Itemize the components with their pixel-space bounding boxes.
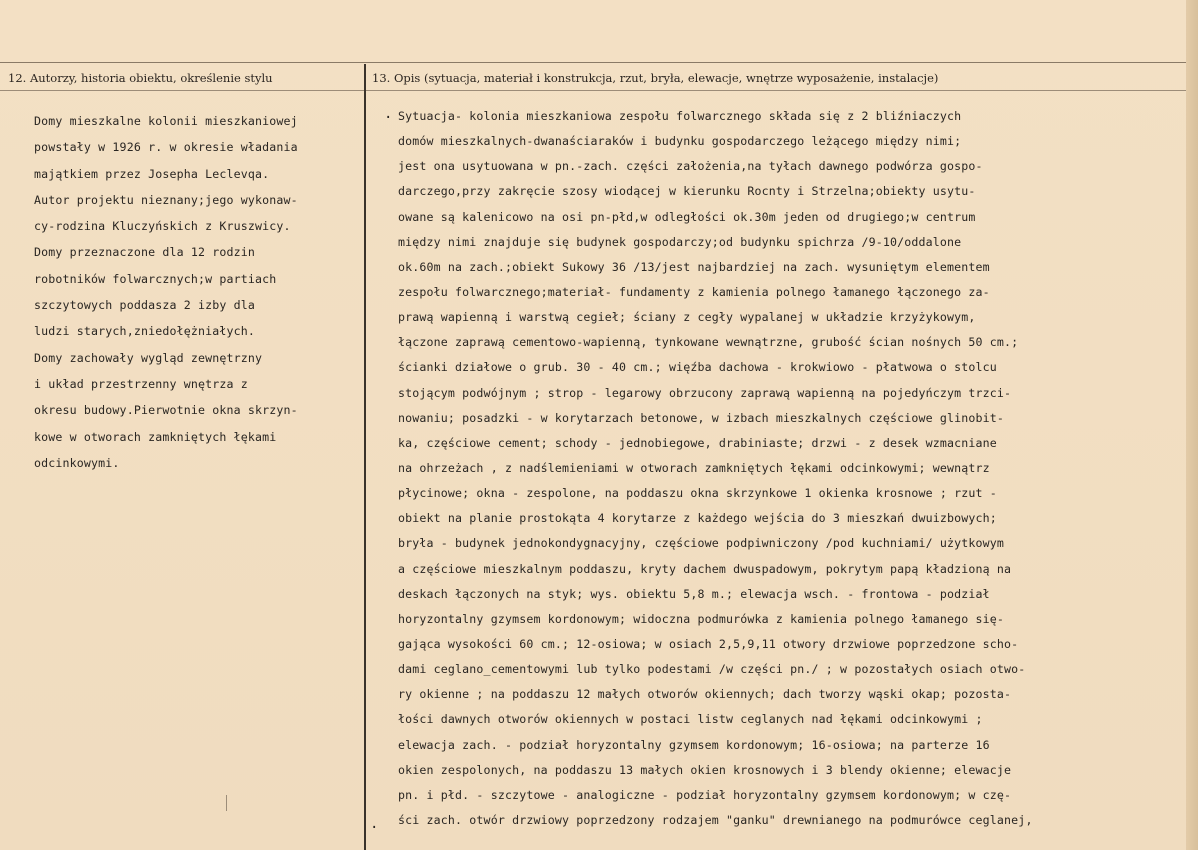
text-line: płycinowe; okna - zespolone, na poddaszu okna skrzynkowe 1 okienka krosnowe ; rzut - (398, 486, 997, 501)
text-line: okien zespolonych, na poddaszu 13 małych okien krosnowych i 3 blendy okienne; elewacje (398, 762, 1012, 777)
text-line: kowe w otworach zamkniętych łękami (34, 429, 277, 444)
pencil-mark (226, 795, 227, 811)
text-line: obiekt na planie prostokąta 4 korytarze z każdego wejścia do 3 mieszkań dwuizbowych; (398, 511, 997, 526)
bullet-dot: · (384, 110, 393, 126)
header-bottom-rule (0, 90, 1186, 91)
description-text (398, 104, 1186, 833)
text-line: ok.60m na zach.;obiekt Sukowy 36 /13/jest najbardziej na zach. wysuniętym elementem (398, 259, 990, 274)
text-line: a częściowe mieszkalnym poddaszu, kryty dachem dwuspadowym, pokrytym papą kładzioną na (398, 561, 1012, 576)
text-line: ścianki działowe o grub. 30 - 40 cm.; więźba dachowa - krokwiowo - płatwowa o stolcu (398, 360, 997, 375)
text-line: ka, częściowe cement; schody - jednobiegowe, drabiniaste; drzwi - z desek wzmacniane (398, 435, 997, 450)
section-13-header: 13. Opis (sytuacja, materiał i konstrukcja, rzut, bryła, elewacje, wnętrze wyposażenie, instalacje) (372, 71, 939, 85)
text-line: okresu budowy.Pierwotnie okna skrzyn- (34, 403, 298, 418)
text-line: na ohrzeżach , z nadślemieniami w otworach zamkniętych łękami odcinkowymi; wewnątrz (398, 460, 990, 475)
text-line: stojącym podwójnym ; strop - legarowy obrzucony zaprawą wapienną na pojedyńczym trzci- (398, 385, 1012, 400)
text-line: Domy mieszkalne kolonii mieszkaniowej (34, 114, 298, 128)
text-line: między nimi znajduje się budynek gospodarczy;od budynku spichrza /9-10/oddalone (398, 234, 962, 249)
text-line: nowaniu; posadzki - w korytarzach betonowe, w izbach mieszkalnych częściowe glinobit- (398, 410, 1005, 425)
text-line: prawą wapienną i warstwą cegieł; ściany z cegły wypalanej w układzie krzyżykowym, (398, 310, 976, 325)
bullet-dot: · (370, 820, 379, 836)
text-line: łączone zaprawą cementowo-wapienną, tynkowane wewnątrzne, grubość ścian nośnych 50 cm.; (398, 335, 1019, 350)
text-line: Domy przeznaczone dla 12 rodzin (34, 245, 256, 260)
text-line: dami ceglano_cementowymi lub tylko podestami /w części pn./ ; w pozostałych osiach otwo- (398, 662, 1026, 677)
text-line: deskach łączonych na styk; wys. obiektu 5,8 m.; elewacja wsch. - frontowa - podział (398, 586, 990, 601)
text-line: bryła - budynek jednokondygnacyjny, częściowe podpiwniczony /pod kuchniami/ użytkowym (398, 536, 1005, 551)
header-top-rule (0, 62, 1186, 63)
text-line: robotników folwarcznych;w partiach (34, 271, 277, 286)
section-12-header: 12. Autorzy, historia obiektu, określenie stylu (8, 71, 273, 85)
text-line: łości dawnych otworów okiennych w postaci listw ceglanych nad łękami odcinkowymi ; (398, 712, 983, 727)
text-line: ry okienne ; na poddaszu 12 małych otworów okiennych; dach tworzy wąski okap; pozosta- (398, 687, 1012, 702)
text-line: cy-rodzina Kluczyńskich z Kruszwicy. (34, 219, 291, 234)
text-line: jest ona usytuowana w pn.-zach. części założenia,na tyłach dawnego podwórza gospo- (398, 159, 983, 174)
text-line: Autor projektu nieznany;jego wykonaw- (34, 192, 298, 207)
text-line: zespołu folwarcznego;materiał- fundamenty z kamienia polnego łamanego łączonego za- (398, 284, 990, 299)
text-line: domów mieszkalnych-dwanaściaraków i budynku gospodarczego leżącego między nimi; (398, 134, 962, 149)
text-line: powstały w 1926 r. w okresie władania (34, 140, 298, 155)
text-line: ludzi starych,zniedołężniałych. (34, 324, 256, 339)
text-line: odcinkowymi. (34, 455, 120, 470)
text-line: darczego,przy zakręcie szosy wiodącej w kierunku Rocnty i Strzelna;obiekty usytu- (398, 184, 976, 199)
text-line: ści zach. otwór drzwiowy poprzedzony rodzajem "ganku" drewnianego na podmurówce ceglanej, (398, 812, 1033, 827)
text-line: Domy zachowały wygląd zewnętrzny (34, 350, 263, 365)
text-line: owane są kalenicowo na osi pn-płd,w odległości ok.30m jeden od drugiego;w centrum (398, 209, 976, 224)
page-edge (1186, 0, 1198, 850)
text-line: gająca wysokości 60 cm.; 12-osiowa; w osiach 2,5,9,11 otwory drzwiowe poprzedzone scho- (398, 636, 1019, 651)
authors-history-text (34, 108, 356, 476)
text-line: Sytuacja- kolonia mieszkaniowa zespołu folwarcznego składa się z 2 bliźniaczych (398, 109, 962, 123)
text-line: elewacja zach. - podział horyzontalny gzymsem kordonowym; 16-osiowa; na parterze 16 (398, 737, 990, 752)
column-divider (364, 64, 366, 850)
text-line: pn. i płd. - szczytowe - analogiczne - podział horyzontalny gzymsem kordonowym; w czę- (398, 787, 1012, 802)
text-line: i układ przestrzenny wnętrza z (34, 376, 248, 391)
text-line: horyzontalny gzymsem kordonowym; widoczna podmurówka z kamienia polnego łamanego się- (398, 611, 1005, 626)
text-line: majątkiem przez Josepha Leclevqa. (34, 166, 270, 181)
text-line: szczytowych poddasza 2 izby dla (34, 298, 256, 313)
